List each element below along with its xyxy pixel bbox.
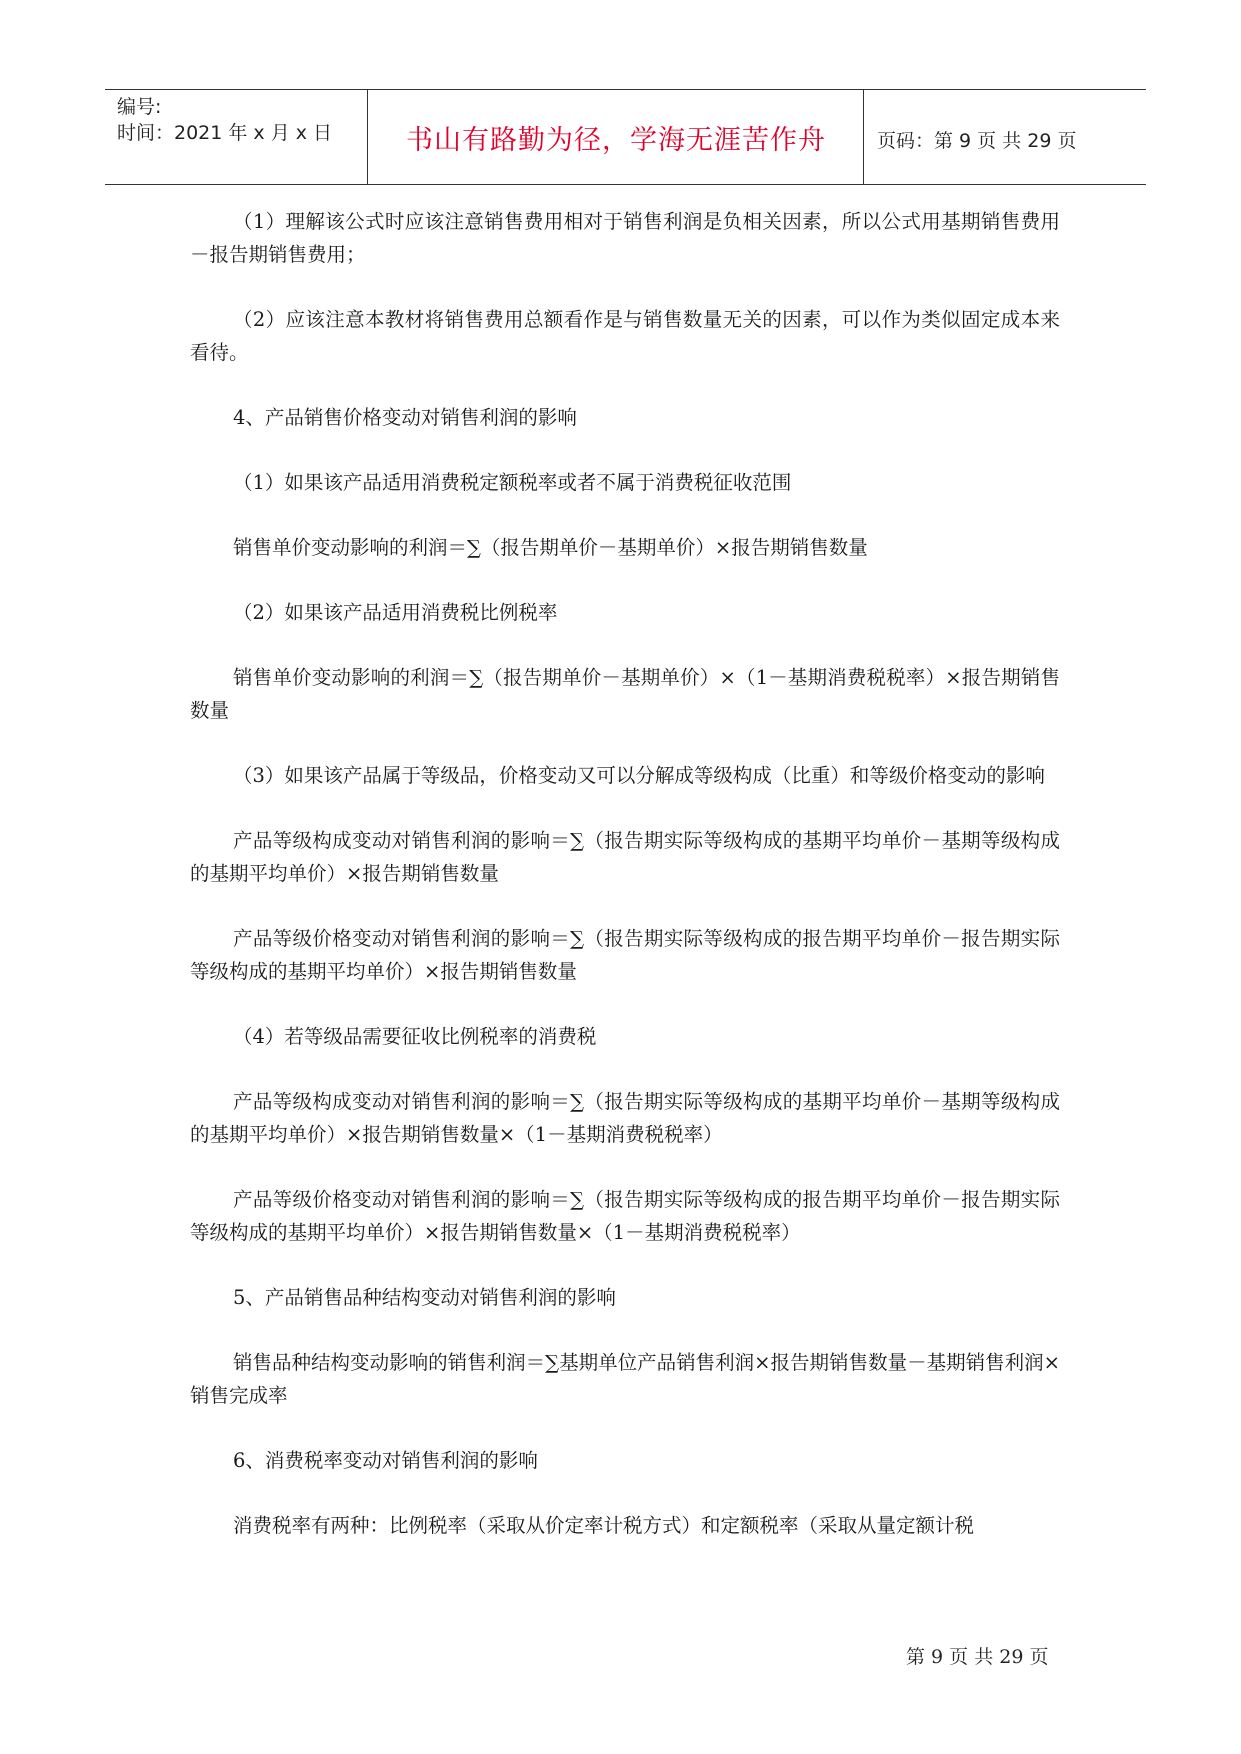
- paragraph: （3）如果该产品属于等级品，价格变动又可以分解成等级构成（比重）和等级价格变动的影响: [233, 764, 1045, 787]
- document-number-label: 编号:: [117, 96, 162, 118]
- section-heading: 4、产品销售价格变动对销售利润的影响: [233, 406, 577, 429]
- header-middle-cell: [369, 90, 864, 184]
- paragraph: （2）应该注意本教材将销售费用总额看作是与销售数量无关的因素，可以作为类似固定成本来看待。: [190, 308, 1060, 364]
- formula: 产品等级价格变动对销售利润的影响＝∑（报告期实际等级构成的报告期平均单价－报告期实际等级构成的基期平均单价）×报告期销售数量×（1－基期消费税税率）: [190, 1188, 1060, 1244]
- header-left-cell: [105, 90, 368, 184]
- document-date-label: 时间：2021 年 x 月 x 日: [117, 122, 333, 144]
- header-right-cell: [865, 90, 1146, 184]
- header-page-code: 页码：第 9 页 共 29 页: [877, 130, 1077, 152]
- paragraph: （2）如果该产品适用消费税比例税率: [233, 601, 558, 624]
- page-header: [105, 89, 1146, 185]
- formula: 产品等级构成变动对销售利润的影响＝∑（报告期实际等级构成的基期平均单价－基期等级构成的基期平均单价）×报告期销售数量×（1－基期消费税税率）: [190, 1090, 1060, 1146]
- paragraph: 消费税率有两种：比例税率（采取从价定率计税方式）和定额税率（采取从量定额计税: [233, 1514, 975, 1537]
- formula: 销售品种结构变动影响的销售利润＝∑基期单位产品销售利润×报告期销售数量－基期销售利润×销售完成率: [190, 1351, 1060, 1407]
- section-heading: 5、产品销售品种结构变动对销售利润的影响: [233, 1286, 616, 1309]
- page-footer: 第 9 页 共 29 页: [906, 1646, 1049, 1668]
- section-heading: 6、消费税率变动对销售利润的影响: [233, 1449, 538, 1472]
- document-body: [190, 205, 1060, 1574]
- formula: 产品等级构成变动对销售利润的影响＝∑（报告期实际等级构成的基期平均单价－基期等级构成的基期平均单价）×报告期销售数量: [190, 829, 1060, 885]
- formula: 产品等级价格变动对销售利润的影响＝∑（报告期实际等级构成的报告期平均单价－报告期实际等级构成的基期平均单价）×报告期销售数量: [190, 927, 1060, 983]
- formula: 销售单价变动影响的利润＝∑（报告期单价－基期单价）×报告期销售数量: [233, 536, 868, 559]
- formula: 销售单价变动影响的利润＝∑（报告期单价－基期单价）×（1－基期消费税税率）×报告期销售数量: [190, 666, 1060, 722]
- paragraph: （1）如果该产品适用消费税定额税率或者不属于消费税征收范围: [233, 471, 792, 494]
- paragraph: （1）理解该公式时应该注意销售费用相对于销售利润是负相关因素，所以公式用基期销售费用－报告期销售费用；: [190, 210, 1060, 266]
- header-motto: 书山有路勤为径，学海无涯苦作舟: [406, 125, 826, 156]
- paragraph: （4）若等级品需要征收比例税率的消费税: [233, 1025, 597, 1048]
